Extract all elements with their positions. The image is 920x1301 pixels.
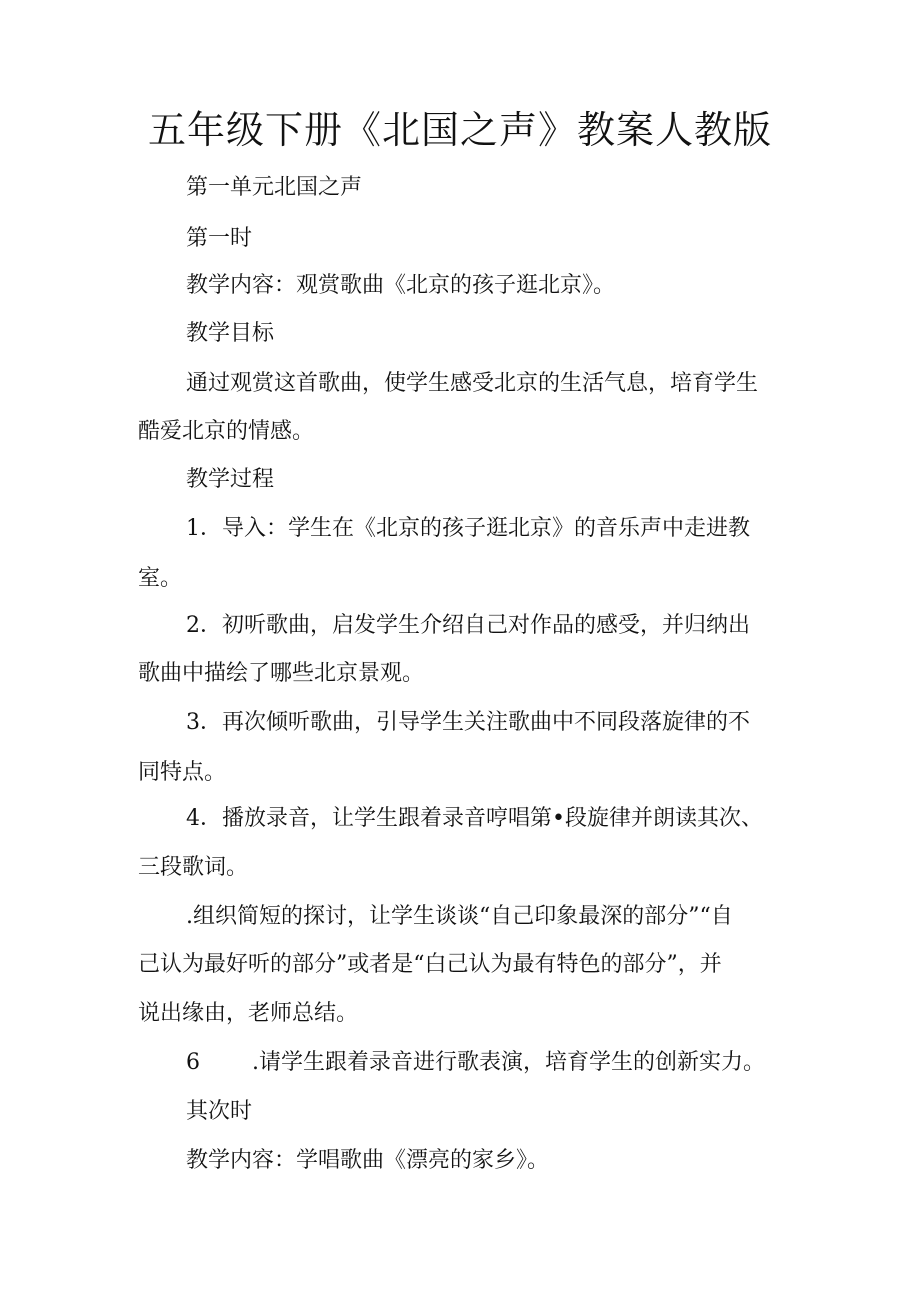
goal-text-line1: 通过观赏这首歌曲，使学生感受北京的生活气息，培育学生: [186, 371, 759, 396]
step1-line1: 1．导入：学生在《北京的孩子逛北京》的音乐声中走进教: [186, 516, 750, 541]
document-title: 五年级下册《北国之声》教案人教版: [147, 108, 772, 152]
step3-line1: 3．再次倾听歌曲，引导学生关注歌曲中不同段落旋律的不: [186, 710, 750, 735]
step5-line1: .组织简短的探讨，让学生谈谈“自己印象最深的部分”“自: [186, 904, 733, 929]
lesson2-content: 教学内容：学唱歌曲《漂亮的家乡》。: [186, 1148, 550, 1173]
step3-line2: 同特点。: [138, 760, 227, 785]
step5-line3: 说出缘由，老师总结。: [138, 1001, 359, 1026]
step2-line2: 歌曲中描绘了哪些北京景观。: [138, 661, 425, 686]
goal-heading: 教学目标: [186, 321, 275, 346]
lesson2-heading: 其次时: [186, 1099, 253, 1124]
step4-line2: 三段歌词。: [138, 855, 249, 880]
unit-heading: 第一单元北国之声: [186, 175, 363, 200]
process-heading: 教学过程: [186, 467, 275, 492]
step6-text: .请学生跟着录音进行歌表演，培育学生的创新实力。: [252, 1050, 765, 1075]
lesson1-content: 教学内容：观赏歌曲《北京的孩子逛北京》。: [186, 273, 616, 298]
step1-line2: 室。: [138, 566, 183, 591]
step6-line: [186, 1048, 765, 1078]
step5-line2: 己认为最好听的部分”或者是“白己认为最有特色的部分”，并: [138, 952, 722, 977]
lesson1-heading: 第一时: [186, 226, 253, 251]
step2-line1: 2．初听歌曲，启发学生介绍自己对作品的感受，并归纳出: [186, 613, 750, 638]
step6-number: 6: [186, 1050, 200, 1075]
goal-text-line2: 酷爱北京的情感。: [138, 419, 315, 444]
step4-line1: 4．播放录音，让学生跟着录音哼唱第•段旋律并朗读其次、: [186, 806, 763, 831]
